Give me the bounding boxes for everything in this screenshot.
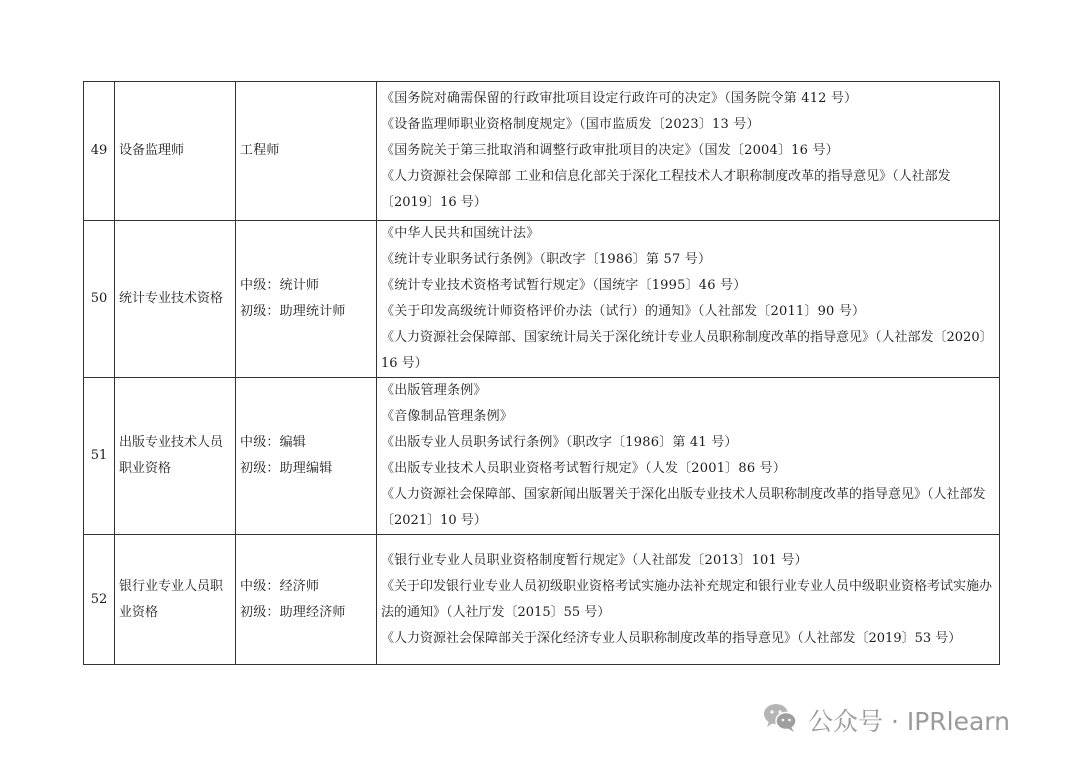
qualification-levels [236, 221, 377, 378]
watermark [760, 700, 1010, 740]
basis-item: 《出版专业人员职务试行条例》（职改字〔1986〕第 41 号） [381, 435, 738, 450]
qualification-name [115, 535, 236, 665]
row-number: 49 [84, 82, 115, 221]
basis-item: 《人力资源社会保障部、国家统计局关于深化统计专业人员职称制度改革的指导意见》（人社部发〔2020〕16 号） [381, 330, 993, 371]
basis-item: 《关于印发银行业专业人员初级职业资格考试实施办法补充规定和银行业专业人员中级职业资格考试实施办法的通知》（人社厅发〔2015〕55 号） [381, 578, 993, 620]
basis-item: 《国务院关于第三批取消和调整行政审批项目的决定》（国发〔2004〕16 号） [381, 143, 839, 158]
qualification-name [115, 221, 236, 378]
qualification-name-text: 设备监理师 [119, 143, 185, 158]
table-row [84, 535, 1000, 665]
basis-item: 《音像制品管理条例》 [381, 409, 514, 424]
table-row [84, 378, 1000, 535]
level-item: 初级：助理统计师 [240, 304, 346, 319]
watermark-text: 公众号 · IPRlearn [808, 707, 1010, 736]
level-item: 初级：助理编辑 [240, 461, 333, 476]
basis-item: 《国务院对确需保留的行政审批项目设定行政许可的决定》（国务院令第 412 号） [381, 91, 858, 106]
level-item: 中级：经济师 [240, 578, 320, 594]
table-row [84, 82, 1000, 221]
qualification-name [115, 378, 236, 535]
basis-item: 《人力资源社会保障部关于深化经济专业人员职称制度改革的指导意见》（人社部发〔2019〕53 号） [381, 630, 962, 646]
basis-item: 《银行业专业人员职业资格制度暂行规定》（人社部发〔2013〕101 号） [381, 552, 808, 568]
basis-item: 《统计专业技术资格考试暂行规定》（国统字〔1995〕46 号） [381, 278, 747, 293]
level-item: 中级：统计师 [240, 278, 320, 293]
basis-item: 《中华人民共和国统计法》 [381, 226, 540, 241]
qualification-levels [236, 535, 377, 665]
basis-item: 《人力资源社会保障部、国家新闻出版署关于深化出版专业技术人员职称制度改革的指导意见》（人社部发〔2021〕10 号） [381, 487, 986, 528]
row-number: 52 [84, 535, 115, 665]
basis-item: 《出版专业技术人员职业资格考试暂行规定》（人发〔2001〕86 号） [381, 461, 787, 476]
qualification-levels [236, 378, 377, 535]
legal-basis [377, 221, 1000, 378]
qualification-name-text: 出版专业技术人员职业资格 [119, 435, 224, 476]
row-number: 51 [84, 378, 115, 535]
legal-basis [377, 378, 1000, 535]
table-row [84, 221, 1000, 378]
basis-item: 《统计专业职务试行条例》（职改字〔1986〕第 57 号） [381, 252, 712, 267]
qualification-name-text: 银行业专业人员职业资格 [119, 578, 224, 620]
qualification-name-text: 统计专业技术资格 [119, 291, 224, 306]
qualification-name [115, 82, 236, 221]
legal-basis [377, 82, 1000, 221]
level-item: 初级：助理经济师 [240, 604, 346, 620]
basis-item: 《关于印发高级统计师资格评价办法（试行）的通知》（人社部发〔2011〕90 号） [381, 304, 866, 319]
level-item: 工程师 [240, 143, 280, 158]
qualification-levels [236, 82, 377, 221]
legal-basis [377, 535, 1000, 665]
level-item: 中级：编辑 [240, 435, 307, 450]
row-number: 50 [84, 221, 115, 378]
wechat-icon [760, 697, 808, 743]
qualification-table [83, 81, 1000, 665]
basis-item: 《出版管理条例》 [381, 383, 487, 398]
basis-item: 《人力资源社会保障部 工业和信息化部关于深化工程技术人才职称制度改革的指导意见》（人社部发〔2019〕16 号） [381, 169, 951, 210]
basis-item: 《设备监理师职业资格制度规定》（国市监质发〔2023〕13 号） [381, 117, 760, 132]
